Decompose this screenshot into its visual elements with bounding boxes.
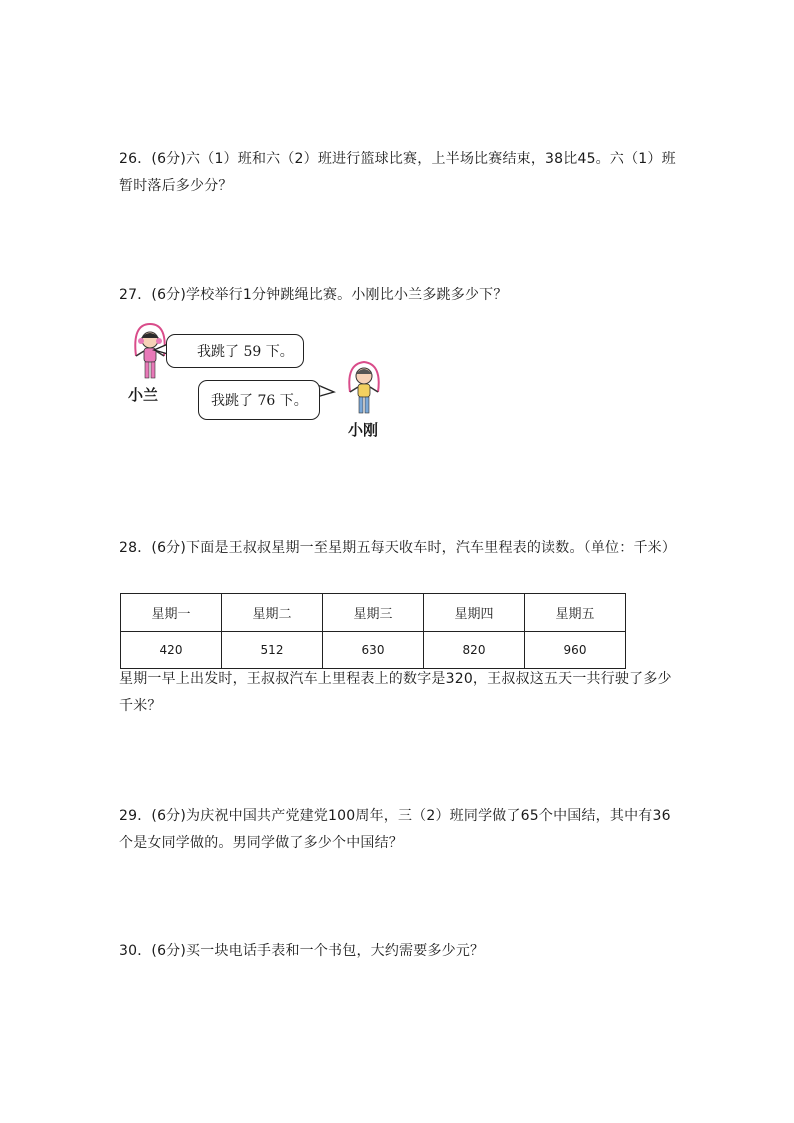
question-29: 29．(6分)为庆祝中国共产党建党100周年，三（2）班同学做了65个中国结，其中有36个是女同学做的。男同学做了多少个中国结？ bbox=[119, 808, 671, 851]
speech-bubble-xiaogang: 我跳了 76 下。 bbox=[198, 380, 320, 420]
name-xiaolan: 小兰 bbox=[128, 386, 159, 404]
value-cell: 420 bbox=[121, 632, 222, 669]
question-28: 28．(6分)下面是王叔叔星期一至星期五每天收车时，汽车里程表的读数。（单位：千米） bbox=[119, 540, 677, 556]
question-27: 27．(6分)学校举行1分钟跳绳比赛。小刚比小兰多跳多少下？ bbox=[119, 287, 508, 303]
value-cell: 512 bbox=[222, 632, 323, 669]
speech-bubble-xiaolan: 我跳了 59 下。 bbox=[166, 334, 304, 368]
jump-rope-illustration bbox=[120, 320, 400, 440]
question-28-prompt: 星期一早上出发时，王叔叔汽车上里程表上的数字是320，王叔叔这五天一共行驶了多少千米？ bbox=[119, 671, 672, 714]
question-30: 30．(6分)买一块电话手表和一个书包，大约需要多少元？ bbox=[119, 943, 485, 959]
header-cell: 星期五 bbox=[525, 594, 626, 632]
table-header-row bbox=[121, 594, 626, 632]
name-xiaogang: 小刚 bbox=[348, 421, 379, 439]
value-cell: 820 bbox=[424, 632, 525, 669]
value-cell: 960 bbox=[525, 632, 626, 669]
question-26: 26．(6分)六（1）班和六（2）班进行篮球比赛，上半场比赛结束，38比45。六（1）班暂时落后多少分？ bbox=[119, 151, 676, 194]
boy-jumping-icon bbox=[344, 358, 384, 418]
header-cell: 星期四 bbox=[424, 594, 525, 632]
odometer-table bbox=[120, 593, 626, 669]
header-cell: 星期一 bbox=[121, 594, 222, 632]
header-cell: 星期二 bbox=[222, 594, 323, 632]
header-cell: 星期三 bbox=[323, 594, 424, 632]
table-row bbox=[121, 632, 626, 669]
value-cell: 630 bbox=[323, 632, 424, 669]
